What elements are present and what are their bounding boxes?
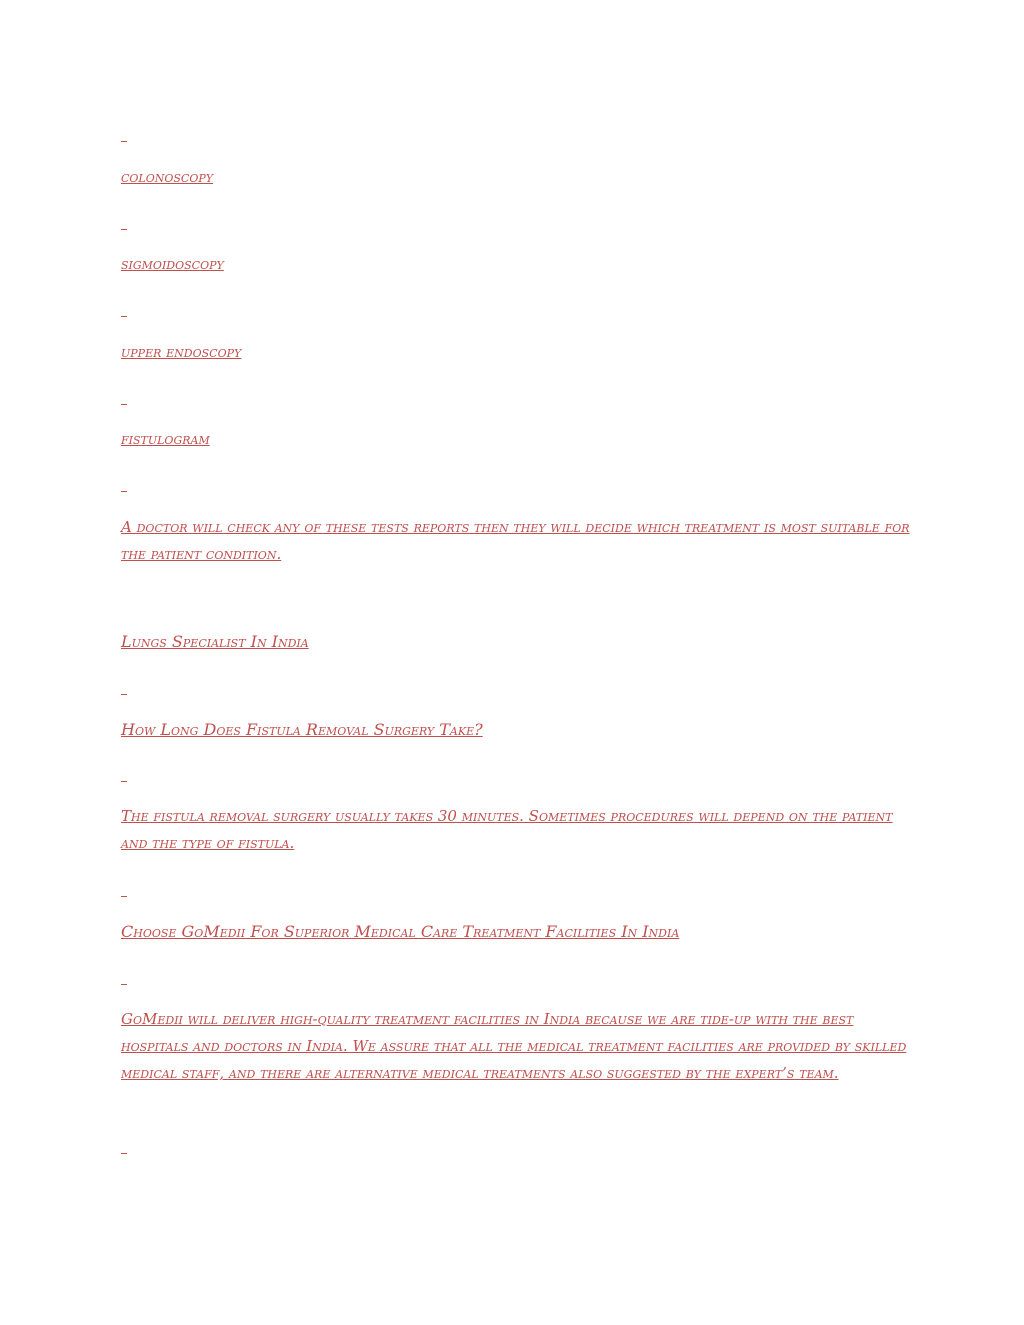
link-fistulogram[interactable]: fistulogram (121, 430, 210, 448)
link-colonoscopy[interactable]: colonoscopy (121, 168, 214, 186)
dash-separator (121, 1153, 127, 1154)
dash-separator (121, 404, 127, 405)
dash-separator (121, 984, 127, 985)
link-upper-endoscopy[interactable]: upper endoscopy (121, 343, 242, 361)
link-fistula-surgery-time-detail[interactable]: The fistula removal surgery usually takes 30 minutes. Sometimes procedures will depend on the patient and the type of fistula. (121, 807, 893, 852)
dash-separator (121, 694, 127, 695)
link-fistula-surgery-duration[interactable]: How Long Does Fistula Removal Surgery Take? (121, 720, 483, 739)
link-doctor-test-reports[interactable]: A doctor will check any of these tests reports then they will decide which treatment is most suitable for the patient condition. (121, 518, 910, 563)
link-gomedii-facilities[interactable]: GoMedii will deliver high-quality treatment facilities in India because we are tide-up with the best hospitals and doctors in India. We assure that all the medical treatment facilities are provided by skilled medical staff, and there are alternative medical treatments also suggested by the expert’s team. (121, 1010, 907, 1082)
link-choose-gomedii[interactable]: Choose GoMedii For Superior Medical Care Treatment Facilities In India (121, 922, 680, 941)
link-lungs-specialist-india[interactable]: Lungs Specialist In India (121, 632, 309, 651)
dash-separator (121, 229, 127, 230)
dash-separator (121, 781, 127, 782)
dash-separator (121, 316, 127, 317)
link-sigmoidoscopy[interactable]: sigmoidoscopy (121, 255, 224, 273)
dash-separator (121, 896, 127, 897)
dash-separator (121, 491, 127, 492)
dash-separator (121, 141, 127, 142)
